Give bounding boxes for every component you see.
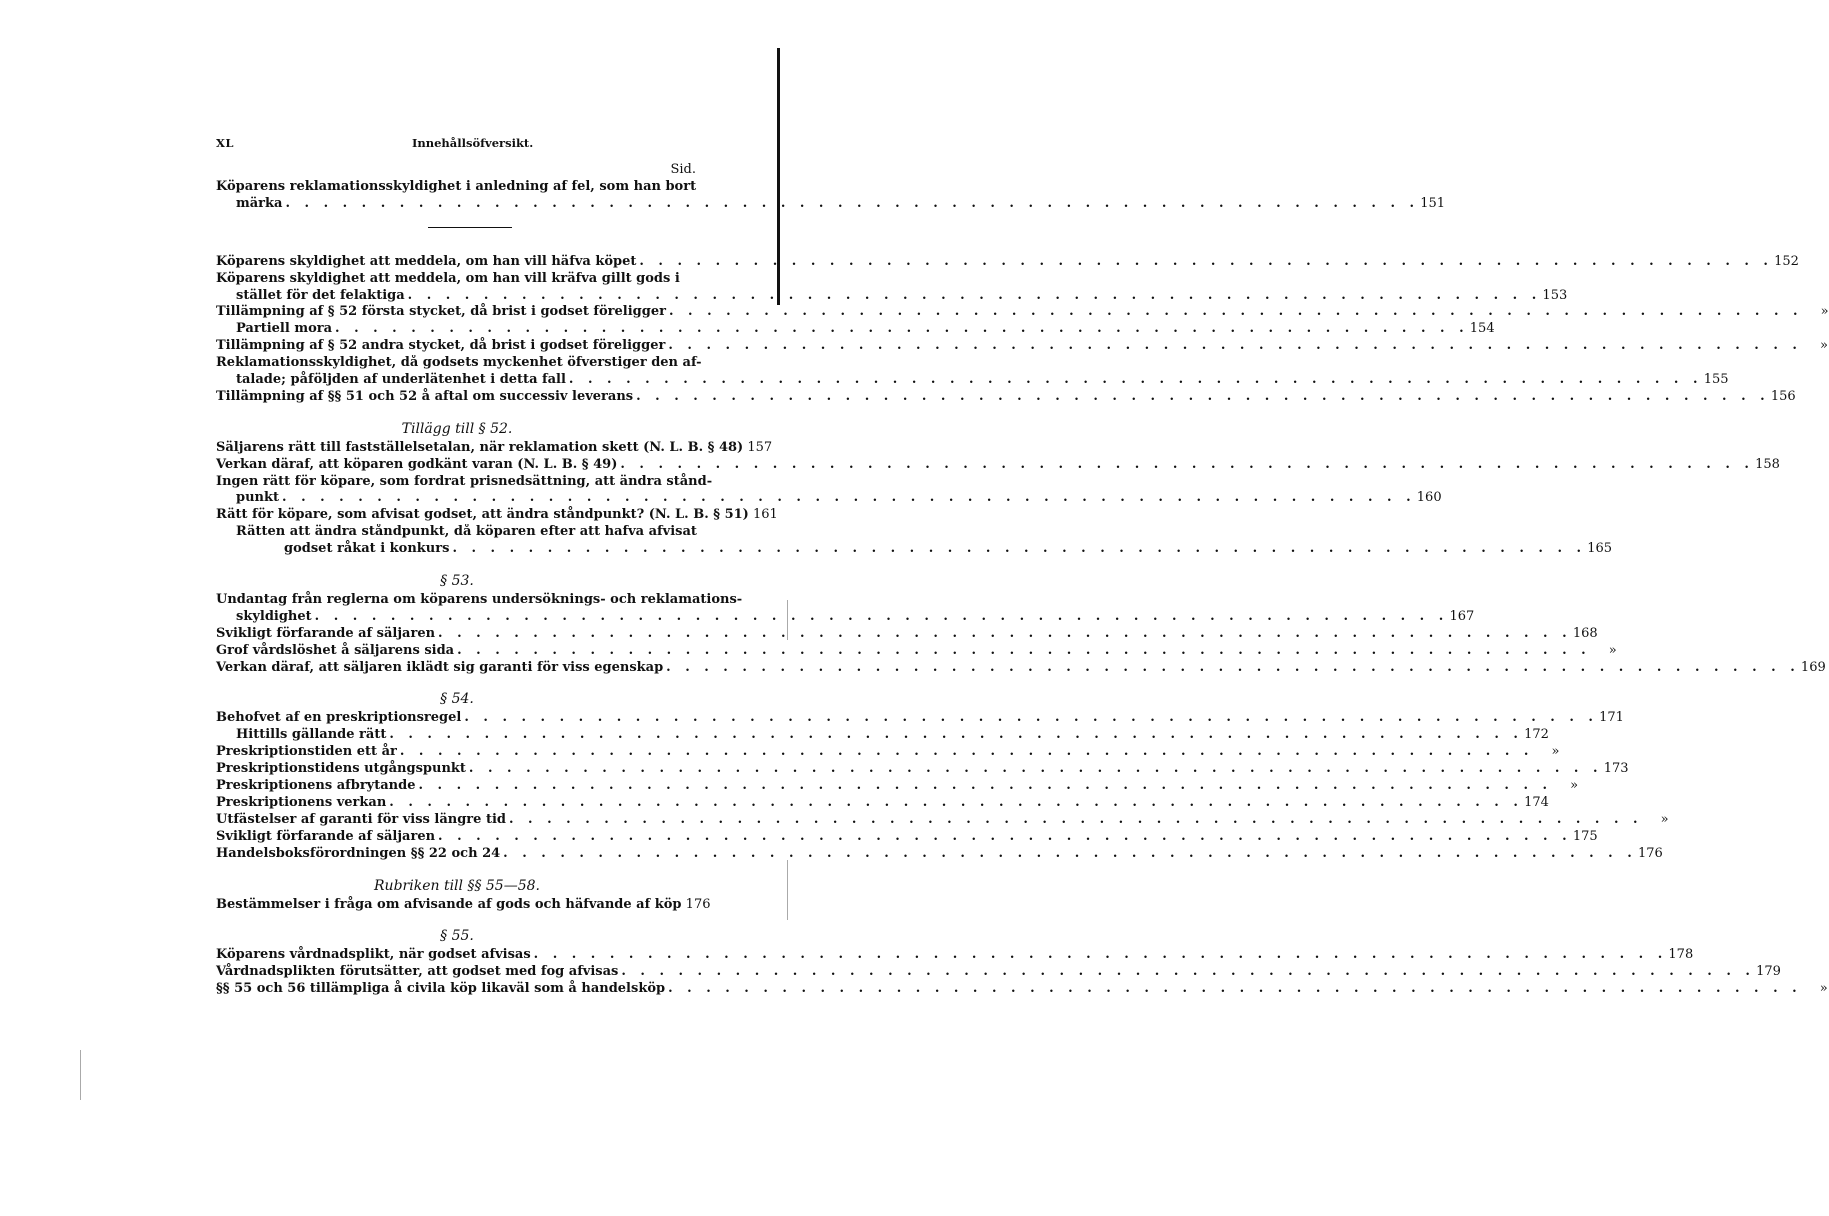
toc-page-number: » (1570, 778, 1579, 794)
toc-entry-text: Ingen rätt för köpare, som fordrat prisnedsättning, att ändra stånd- (216, 473, 713, 489)
toc-page-number: » (1551, 744, 1560, 760)
toc-entry-text: Bestämmelser i fråga om afvisande af gods och häfvande af köp (216, 897, 685, 914)
toc-entry-text: Svikligt förfarande af säljaren (216, 626, 438, 643)
toc-entry-text: Utfästelser af garanti för viss längre tid (216, 812, 509, 829)
toc-entry (216, 321, 1495, 338)
dot-leader: . . . . . . . . . . . . . . . . . . . . . . . . . . . . . . . . . . . . . . . . . . . . . . . . . . . . . . . . . . . . (666, 659, 1800, 675)
dot-leader: . . . . . . . . . . . . . . . . . . . . . . . . . . . . . . . . . . . . . . . . . . . . . . . . . . . . . . . . . . . . (457, 642, 1591, 658)
scan-mark (80, 1050, 81, 1100)
page-header (216, 136, 698, 156)
toc-entry (216, 761, 1629, 778)
toc-entry-text: Handelsboksförordningen §§ 22 och 24 (216, 846, 503, 863)
toc-page-number: 169 (1800, 659, 1826, 675)
toc-page-number: 151 (1420, 195, 1446, 211)
toc-entry (216, 338, 1828, 355)
toc-page-number: » (1608, 642, 1617, 658)
toc-entry (216, 642, 1617, 660)
dot-leader: . . . . . . . . . . . . . . . . . . . . . . . . . . . . . . . . . . . . . . . . . . . . . . . . . . . . . . . . . . . . (282, 490, 1416, 506)
toc-entry-text: Tillämpning af § 52 första stycket, då brist i godset föreligger (216, 304, 669, 321)
toc-entry-text: Hittills gällande rätt (236, 727, 389, 744)
dot-leader: . . . . . . . . . . . . . . . . . . . . . . . . . . . . . . . . . . . . . . . . . . . . . . . . . . . . . . . . . . . . (314, 608, 1449, 624)
toc-entry (216, 845, 1663, 863)
toc-page-number: 175 (1572, 828, 1598, 844)
section-heading: § 54. (440, 691, 474, 708)
section-heading: Rubriken till §§ 55—58. (374, 877, 540, 894)
dot-leader: . . . . . . . . . . . . . . . . . . . . . . . . . . . . . . . . . . . . . . . . . . . . . . . . . . . . . . . . . . . . (418, 778, 1553, 794)
toc-entry-text: Rätten att ändra ståndpunkt, då köparen efter att hafva afvisat (236, 524, 697, 540)
dot-leader: . . . . . . . . . . . . . . . . . . . . . . . . . . . . . . . . . . . . . . . . . . . . . . . . . . . . . . . . . . . . (636, 388, 1770, 404)
toc-entry (216, 270, 1568, 305)
dot-leader: . . . . . . . . . . . . . . . . . . . . . . . . . . . . . . . . . . . . . . . . . . . . . . . . . . . . . . . . . . . . (639, 253, 1773, 269)
toc-body (216, 179, 1829, 1006)
toc-entry-text: Köparens skyldighet att meddela, om han vill häfva köpet (216, 254, 639, 271)
toc-page-number: 161 (753, 507, 778, 523)
toc-entry (216, 456, 1780, 474)
toc-entry-text: Verkan däraf, att köparen godkänt varan (N. L. B. § 49) (216, 457, 620, 474)
toc-page-number: 155 (1703, 372, 1729, 388)
toc-entry (216, 964, 1781, 981)
toc-entry-text: Tillämpning af §§ 51 och 52 å aftal om successiv leverans (216, 389, 636, 406)
toc-page-number: 153 (1542, 287, 1568, 303)
toc-entry (216, 744, 1560, 761)
dot-leader: . . . . . . . . . . . . . . . . . . . . . . . . . . . . . . . . . . . . . . . . . . . . . . . . . . . . . . . . . . . . (668, 304, 1803, 320)
dot-leader: . . . . . . . . . . . . . . . . . . . . . . . . . . . . . . . . . . . . . . . . . . . . . . . . . . . . . . . . . . . . (389, 794, 1523, 810)
section-heading: § 55. (440, 928, 474, 945)
toc-page-number: » (1660, 811, 1669, 827)
toc-page-number: 165 (1587, 541, 1613, 557)
toc-entry-text: Verkan däraf, att säljaren iklädt sig garanti för viss egenskap (216, 660, 666, 677)
toc-entry (216, 507, 778, 524)
toc-entry-text: Köparens skyldighet att meddela, om han vill kräfva gillt gods i (216, 270, 680, 286)
dot-leader: . . . . . . . . . . . . . . . . . . . . . . . . . . . . . . . . . . . . . . . . . . . . . . . . . . . . . . . . . . . . (668, 981, 1802, 997)
dot-leader: . . . . . . . . . . . . . . . . . . . . . . . . . . . . . . . . . . . . . . . . . . . . . . . . . . . . . . . . . . . . (503, 845, 1637, 861)
toc-page-number: 174 (1524, 794, 1549, 810)
toc-entry-text: Reklamationsskyldighet, då godsets myckenhet öfverstiger den af- (216, 355, 702, 371)
toc-entry-text: Säljarens rätt till fastställelsetalan, när reklamation skett (N. L. B. § 48) (216, 440, 746, 457)
toc-entry-text: godset råkat i konkurs (284, 541, 452, 558)
toc-page-number: 154 (1469, 321, 1495, 337)
dot-leader: . . . . . . . . . . . . . . . . . . . . . . . . . . . . . . . . . . . . . . . . . . . . . . . . . . . . . . . . . . . . (438, 828, 1572, 844)
dot-leader: . . . . . . . . . . . . . . . . . . . . . . . . . . . . . . . . . . . . . . . . . . . . . . . . . . . . . . . . . . . . (621, 964, 1755, 980)
toc-entry (216, 659, 1826, 677)
toc-entry-text: Tillämpning af § 52 andra stycket, då brist i godset föreligger (216, 338, 668, 355)
toc-page-number: » (1819, 338, 1828, 354)
section-heading: Tillägg till § 52. (401, 420, 513, 437)
toc-page-number: 156 (1770, 388, 1796, 404)
toc-entry-text: Vårdnadsplikten förutsätter, att godset med fog afvisas (216, 964, 621, 981)
toc-entry (216, 625, 1598, 643)
toc-page-number: 178 (1668, 947, 1694, 963)
toc-entry-text: punkt (236, 490, 282, 507)
dot-leader: . . . . . . . . . . . . . . . . . . . . . . . . . . . . . . . . . . . . . . . . . . . . . . . . . . . . . . . . . . . . (399, 744, 1534, 760)
toc-entry (216, 947, 1694, 964)
toc-entry (216, 896, 711, 914)
toc-entry-text: Preskriptionens verkan (216, 795, 389, 812)
toc-entry (216, 710, 1624, 727)
toc-page-number: » (1819, 981, 1828, 997)
toc-entry (216, 524, 1613, 558)
toc-entry (216, 473, 1442, 508)
toc-page-number: 160 (1416, 490, 1442, 506)
toc-entry-text: §§ 55 och 56 tillämpliga å civila köp likaväl som å handelsköp (216, 981, 668, 998)
toc-entry-text: Behofvet af en preskriptionsregel (216, 710, 464, 727)
page-title: Innehållsöfversikt. (412, 136, 534, 150)
toc-entry-text: Rätt för köpare, som afvisat godset, att ändra ståndpunkt? (N. L. B. § 51) (216, 507, 752, 524)
toc-entry (216, 355, 1729, 389)
page-number-roman: XL (216, 136, 235, 150)
toc-entry (216, 253, 1799, 271)
toc-entry (216, 811, 1669, 829)
toc-entry-text: Partiell mora (236, 321, 335, 338)
dot-leader: . . . . . . . . . . . . . . . . . . . . . . . . . . . . . . . . . . . . . . . . . . . . . . . . . . . . . . . . . . . . (620, 456, 1754, 472)
toc-page-number: 168 (1572, 625, 1598, 641)
toc-page-number: 176 (685, 896, 711, 912)
toc-page-number: 152 (1774, 253, 1799, 269)
toc-page-number: » (1820, 304, 1829, 320)
dot-leader: . . . . . . . . . . . . . . . . . . . . . . . . . . . . . . . . . . . . . . . . . . . . . . . . . . . . . . . . . . . . (468, 761, 1603, 777)
toc-entry-text: Köparens reklamationsskyldighet i anledning af fel, som han bort (216, 179, 697, 194)
toc-entry-text: Preskriptionens afbrytande (216, 778, 418, 795)
dot-leader: . . . . . . . . . . . . . . . . . . . . . . . . . . . . . . . . . . . . . . . . . . . . . . . . . . . . . . . . . . . . (452, 541, 1587, 557)
toc-entry (216, 794, 1549, 812)
toc-entry (216, 981, 1828, 998)
dot-leader: . . . . . . . . . . . . . . . . . . . . . . . . . . . . . . . . . . . . . . . . . . . . . . . . . . . . . . . . . . . . (389, 727, 1523, 743)
toc-page-number: 176 (1637, 845, 1663, 861)
toc-entry-text: Undantag från reglerna om köparens undersöknings- och reklamations- (216, 592, 743, 608)
dot-leader: . . . . . . . . . . . . . . . . . . . . . . . . . . . . . . . . . . . . . . . . . . . . . . . . . . . . . . . . . . . . (533, 947, 1668, 963)
toc-entry-text: märka (236, 196, 285, 213)
toc-entry-text: Preskriptionstiden ett år (216, 744, 400, 761)
toc-entry (216, 778, 1579, 795)
dot-leader: . . . . . . . . . . . . . . . . . . . . . . . . . . . . . . . . . . . . . . . . . . . . . . . . . . . . . . . . . . . . (285, 195, 1420, 211)
dot-leader: . . . . . . . . . . . . . . . . . . . . . . . . . . . . . . . . . . . . . . . . . . . . . . . . . . . . . . . . . . . . (508, 811, 1643, 827)
toc-page-number: 172 (1524, 727, 1549, 743)
toc-entry (216, 304, 1829, 321)
section-heading: § 53. (440, 573, 474, 590)
toc-entry-text: Preskriptionstidens utgångspunkt (216, 761, 469, 778)
page-column-label: Sid. (670, 162, 696, 177)
dot-leader: . . . . . . . . . . . . . . . . . . . . . . . . . . . . . . . . . . . . . . . . . . . . . . . . . . . . . . . . . . . . (438, 625, 1572, 641)
dot-leader: . . . . . . . . . . . . . . . . . . . . . . . . . . . . . . . . . . . . . . . . . . . . . . . . . . . . . . . . . . . . (568, 372, 1703, 388)
toc-entry-text: skyldighet (236, 609, 315, 626)
toc-entry (216, 388, 1796, 406)
toc-entry (216, 592, 1475, 626)
toc-page-number: 157 (747, 439, 773, 455)
toc-entry (216, 828, 1598, 846)
toc-entry (216, 179, 1446, 213)
toc-page-number: 158 (1755, 456, 1780, 472)
toc-entry-text: talade; påföljden af underlätenhet i detta fall (236, 372, 569, 389)
dot-leader: . . . . . . . . . . . . . . . . . . . . . . . . . . . . . . . . . . . . . . . . . . . . . . . . . . . . . . . . . . . . (335, 321, 1469, 337)
toc-page-number: 173 (1603, 761, 1629, 777)
scan-mark (787, 860, 788, 920)
toc-entry-text: Svikligt förfarande af säljaren (216, 829, 438, 846)
toc-entry-text: Köparens vårdnadsplikt, när godset afvisas (216, 947, 534, 964)
dot-leader: . . . . . . . . . . . . . . . . . . . . . . . . . . . . . . . . . . . . . . . . . . . . . . . . . . . . . . . . . . . . (464, 710, 1598, 726)
toc-page-number: 179 (1756, 964, 1781, 980)
toc-entry (216, 727, 1549, 744)
toc-entry-text: stället för det felaktiga (236, 288, 408, 305)
toc-page (216, 136, 1829, 1006)
dot-leader: . . . . . . . . . . . . . . . . . . . . . . . . . . . . . . . . . . . . . . . . . . . . . . . . . . . . . . . . . . . . (407, 287, 1542, 303)
toc-page-number: 171 (1599, 710, 1624, 726)
toc-entry (216, 439, 773, 457)
toc-page-number: 167 (1449, 608, 1475, 624)
dot-leader: . . . . . . . . . . . . . . . . . . . . . . . . . . . . . . . . . . . . . . . . . . . . . . . . . . . . . . . . . . . . (668, 338, 1802, 354)
toc-entry-text: Grof vårdslöshet å säljarens sida (216, 643, 457, 660)
